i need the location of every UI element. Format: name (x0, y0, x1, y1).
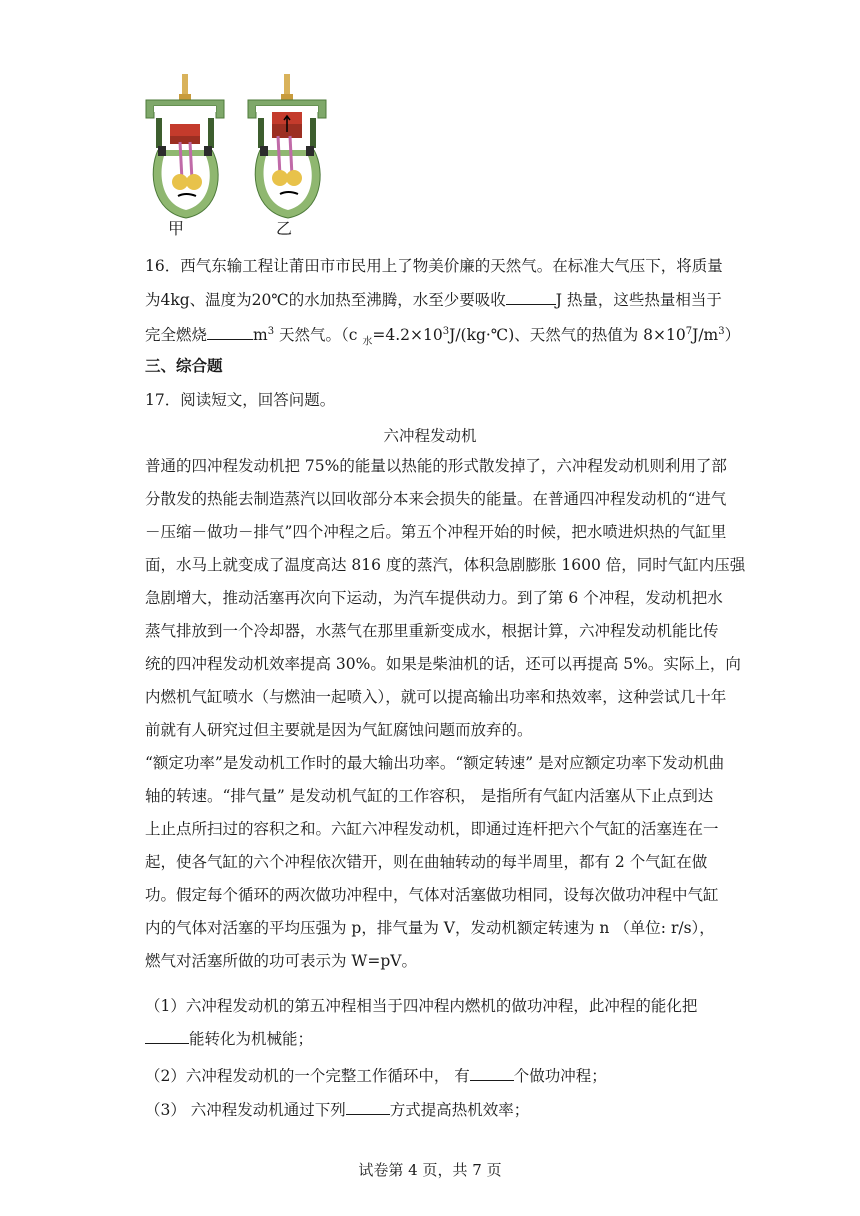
paragraph-line: －压缩－做功－排气”四个冲程之后。第五个冲程开始的时候，把水喷进炽热的气缸里 (145, 523, 727, 541)
superscript: 7 (685, 326, 693, 337)
paragraph-line: 急剧增大，推动活塞再次向下运动，为汽车提供动力。到了第 6 个冲程，发动机把水 (145, 589, 723, 607)
q16-text: ） (724, 326, 741, 345)
paragraph-line: 前就有人研究过但主要就是因为气缸腐蚀问题而放弃的。 (145, 721, 533, 739)
sub-question-2 (145, 1066, 607, 1086)
q16-text: =4.2×10 (372, 326, 443, 345)
q16-text: 完全燃烧 (145, 326, 208, 345)
q16-text: J 热量，这些热量相当于 (555, 291, 722, 309)
superscript: 3 (267, 326, 275, 337)
sub-question-text: 个做功冲程； (513, 1067, 607, 1085)
paragraph-line: “额定功率”是发动机工作时的最大输出功率。“额定转速” 是对应额定功率下发动机曲 (145, 754, 725, 772)
sub-question-text: （3） 六冲程发动机通过下列 (145, 1101, 346, 1119)
subscript: 水 (362, 336, 373, 348)
paragraph-line: 内燃机气缸喷水（与燃油一起喷入），就可以提高输出功率和热效率，这种尝试几十年 (145, 688, 727, 706)
paragraph-line: 功。假定每个循环的两次做功冲程中，气体对活塞做功相同，设每次做功冲程中气缸 (145, 886, 719, 904)
sub-question-text: 能转化为机械能； (189, 1030, 314, 1048)
paragraph-line: 燃气对活塞所做的功可表示为 W=pV。 (145, 952, 417, 970)
answer-blank[interactable] (470, 1066, 514, 1081)
section-header: 三、综合题 (145, 356, 223, 375)
sub-question-3 (145, 1100, 529, 1120)
page-footer: 试卷第 4 页，共 7 页 (358, 1161, 502, 1179)
figure-label-yi: 乙 (276, 219, 293, 238)
answer-blank[interactable] (346, 1100, 390, 1115)
q16-text: J/(kg·℃)、天然气的热值为 8×10 (449, 326, 686, 345)
engine-jia-illustration (146, 74, 224, 218)
sub-question-text: 方式提高热机效率； (389, 1101, 530, 1119)
sub-question-1: （1）六冲程发动机的第五冲程相当于四冲程内燃机的做功冲程，此冲程的能化把 (145, 997, 698, 1015)
article-title: 六冲程发动机 (383, 427, 477, 445)
paragraph-line: 内的气体对活塞的平均压强为 p，排气量为 V，发动机额定转速为 n （单位: r/s）， (145, 919, 715, 937)
paragraph-line: 普通的四冲程发动机把 75%的能量以热能的形式散发掉了，六冲程发动机则利用了部 (145, 457, 727, 475)
answer-blank[interactable] (506, 290, 556, 305)
engine-yi-illustration (248, 74, 326, 218)
paragraph-line: 面，水马上就变成了温度高达 816 度的蒸汽，体积急剧膨胀 1600 倍，同时气缸内压强 (145, 556, 746, 574)
q16-line-1: 16．西气东输工程让莆田市市民用上了物美价廉的天然气。在标准大气压下，将质量 (145, 257, 723, 275)
paragraph-line: 分散发的热能去制造蒸汽以回收部分本来会损失的能量。在普通四冲程发动机的“进气 (145, 490, 727, 508)
q16-line-2 (145, 290, 722, 310)
q16-text: J/m (692, 326, 719, 345)
sub-question-text: （2）六冲程发动机的一个完整工作循环中， 有 (145, 1067, 470, 1085)
answer-blank[interactable] (207, 325, 253, 340)
paragraph-line: 统的四冲程发动机效率提高 30%。如果是柴油机的话，还可以再提高 5%。实际上，向 (145, 655, 741, 673)
q17-intro: 17．阅读短文，回答问题。 (145, 391, 336, 409)
paragraph-line: 蒸气排放到一个冷却器，水蒸气在那里重新变成水，根据计算，六冲程发动机能比传 (145, 622, 719, 640)
superscript: 3 (442, 326, 450, 337)
answer-blank[interactable] (145, 1029, 189, 1044)
paragraph-line: 上止点所扫过的容积之和。六缸六冲程发动机，即通过连杆把六个气缸的活塞连在一 (145, 820, 719, 838)
paragraph-line: 起，使各气缸的六个冲程依次错开，则在曲轴转动的每半周里，都有 2 个气缸在做 (145, 853, 708, 871)
sub-question-1-cont (145, 1029, 313, 1049)
paragraph-line: 轴的转速。“排气量” 是发动机气缸的工作容积， 是指所有气缸内活塞从下止点到达 (145, 787, 714, 805)
q16-text: m (253, 326, 268, 345)
engine-diagram (142, 72, 332, 240)
q16-text: 天然气。（c (274, 326, 363, 345)
q16-text: 为4kg、温度为20℃的水加热至沸腾，水至少要吸收 (145, 291, 506, 309)
superscript: 3 (718, 326, 725, 337)
q16-line-3 (145, 322, 740, 352)
figure-label-jia: 甲 (168, 219, 185, 238)
